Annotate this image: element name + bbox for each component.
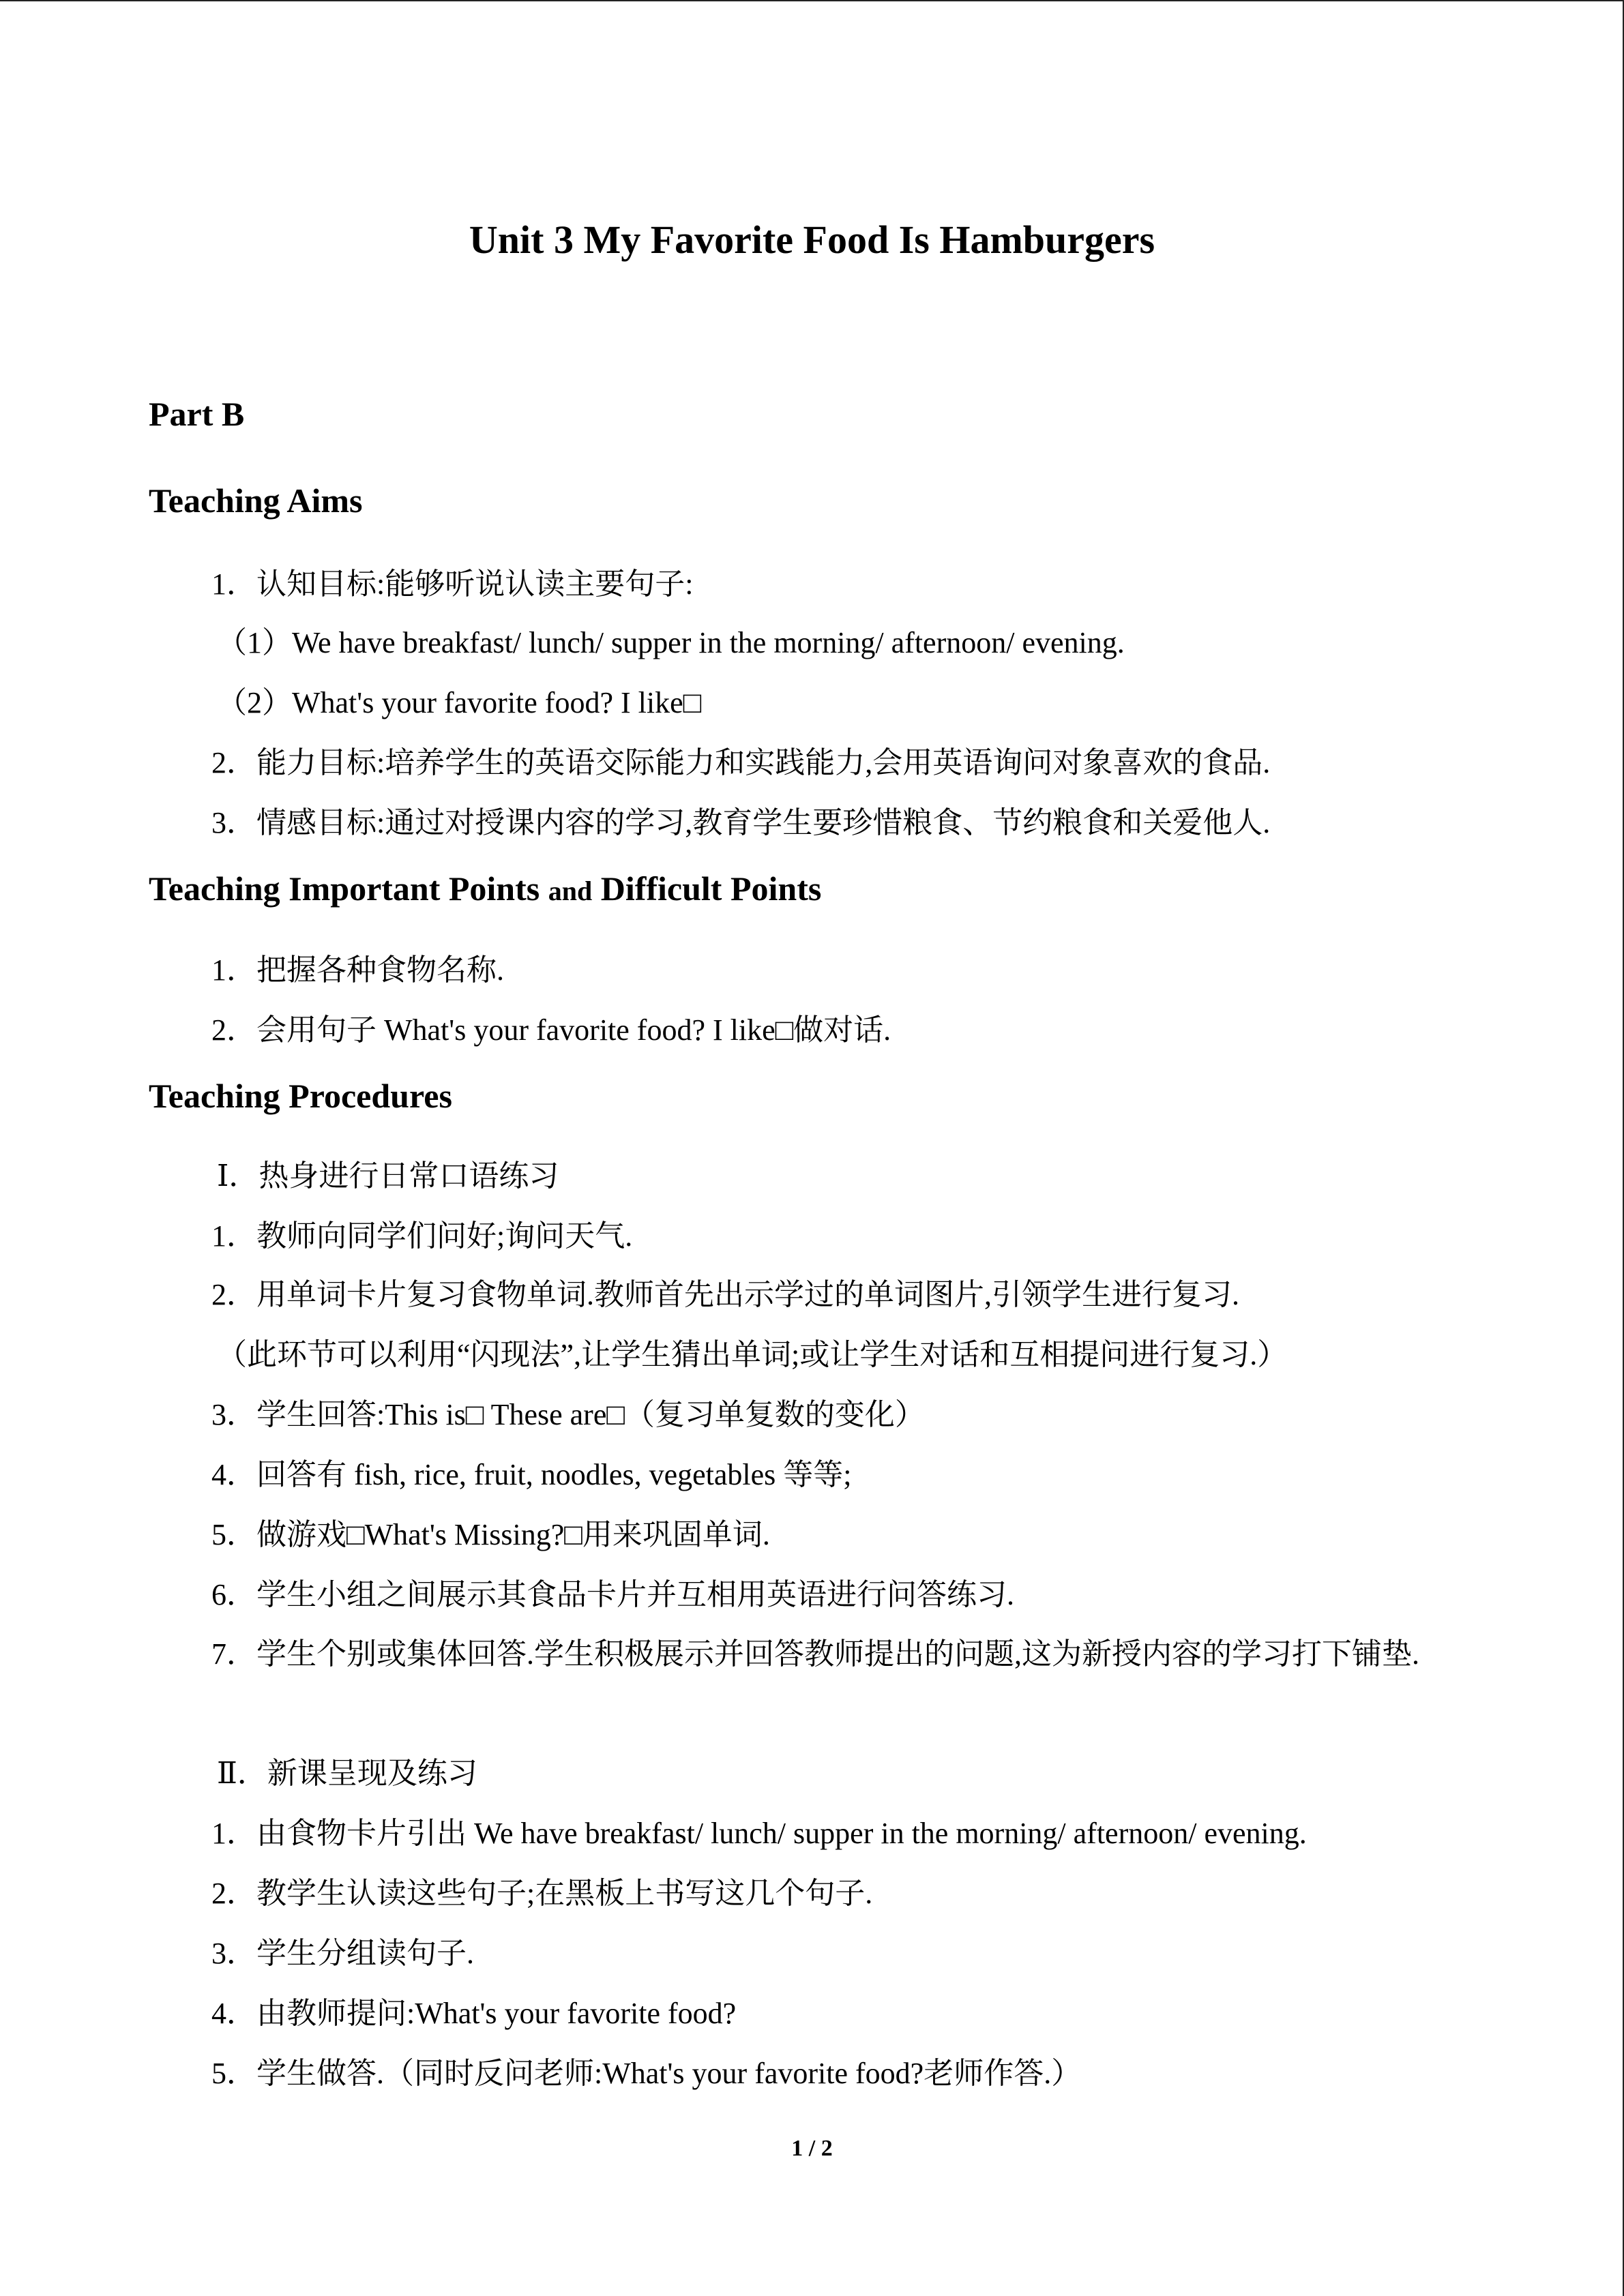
aims-line-3: （2）What's your favorite food? I like□: [217, 686, 702, 719]
stage2-line-5: 5．学生做答.（同时反问老师:What's your favorite food?老师作答.）: [211, 2057, 1082, 2090]
important-points-heading-part1: Teaching Important Points: [149, 869, 548, 908]
important-points-heading: [149, 865, 821, 915]
stage1-line-1: 1．教师向同学们问好;询问天气.: [211, 1219, 633, 1253]
teaching-procedures-heading: Teaching Procedures: [149, 1077, 452, 1115]
stage1-title: Ⅰ．热身进行日常口语练习: [217, 1159, 559, 1193]
stage1-line-8: 7．学生个别或集体回答.学生积极展示并回答教师提出的问题,这为新授内容的学习打下铺垫.: [211, 1637, 1419, 1671]
stage1-line-5: 4．回答有 fish, rice, fruit, noodles, vegetables 等等;: [211, 1458, 852, 1491]
part-heading: Part B: [149, 395, 245, 433]
stage2-title: Ⅱ．新课呈现及练习: [217, 1757, 477, 1790]
stage1-line-2: 2．用单词卡片复习食物单词.教师首先出示学过的单词图片,引领学生进行复习.: [211, 1278, 1239, 1311]
stage2-line-1: 1．由食物卡片引出 We have breakfast/ lunch/ supper in the morning/ afternoon/ evening.: [211, 1817, 1307, 1850]
stage2-line-4: 4．由教师提问:What's your favorite food?: [211, 1997, 737, 2030]
points-line-2: 2．会用句子 What's your favorite food? I like□做对话.: [211, 1013, 891, 1047]
document-title: Unit 3 My Favorite Food Is Hamburgers: [469, 218, 1155, 262]
stage1-line-6: 5．做游戏□What's Missing?□用来巩固单词.: [211, 1518, 770, 1551]
stage1-line-4: 3．学生回答:This is□ These are□（复习单复数的变化）: [211, 1398, 925, 1431]
stage1-line-3: （此环节可以利用“闪现法”,让学生猜出单词;或让学生对话和互相提问进行复习.）: [217, 1338, 1288, 1371]
stage1-line-7: 6．学生小组之间展示其食品卡片并互相用英语进行问答练习.: [211, 1578, 1014, 1611]
stage2-line-3: 3．学生分组读句子.: [211, 1937, 474, 1970]
stage2-line-2: 2．教学生认读这些句子;在黑板上书写这几个句子.: [211, 1877, 873, 1910]
important-points-heading-part2: Difficult Points: [592, 869, 822, 908]
aims-line-5: 3．情感目标:通过对授课内容的学习,教育学生要珍惜粮食、节约粮食和关爱他人.: [211, 806, 1271, 839]
aims-line-1: 1．认知目标:能够听说认读主要句子:: [211, 567, 694, 601]
aims-line-4: 2．能力目标:培养学生的英语交际能力和实践能力,会用英语询问对象喜欢的食品.: [211, 746, 1271, 779]
aims-line-2: （1）We have breakfast/ lunch/ supper in the morning/ afternoon/ evening.: [217, 626, 1125, 659]
teaching-aims-heading: Teaching Aims: [149, 481, 363, 520]
page-number: 1 / 2: [791, 2136, 833, 2161]
points-line-1: 1．把握各种食物名称.: [211, 953, 504, 987]
important-points-heading-and: and: [548, 876, 593, 906]
